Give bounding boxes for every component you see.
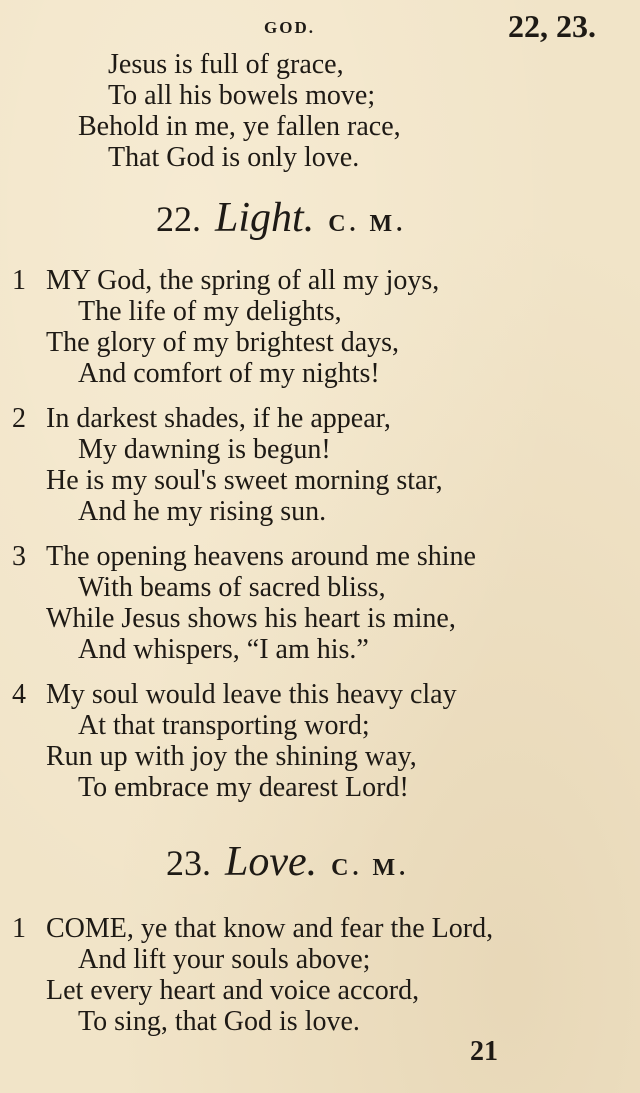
stanza-line: Behold in me, ye fallen race, xyxy=(78,111,401,142)
verse-line: And lift your souls above; xyxy=(78,944,371,975)
stanza-line: To all his bowels move; xyxy=(108,80,376,111)
verse-line: The life of my delights, xyxy=(78,296,342,327)
verse-line: At that transporting word; xyxy=(78,710,370,741)
verse-line: In darkest shades, if he appear, xyxy=(46,403,391,434)
hymn-number: 22. xyxy=(156,199,201,239)
verse-line: And he my rising sun. xyxy=(78,496,327,527)
verse-line: The glory of my brightest days, xyxy=(46,327,400,358)
hymn-name: Love. xyxy=(225,839,318,885)
verse-line: While Jesus shows his heart is mine, xyxy=(46,603,456,634)
verse-number: 1 xyxy=(12,913,26,944)
hymn-title xyxy=(166,839,410,888)
verse-line: And whispers, “I am his.” xyxy=(78,634,369,665)
stanza-line: Jesus is full of grace, xyxy=(108,49,344,80)
verse-line: To sing, that God is love. xyxy=(78,1006,360,1037)
verse-line: To embrace my dearest Lord! xyxy=(78,772,409,803)
verse-line: MY God, the spring of all my joys, xyxy=(46,265,440,296)
verse-line: COME, ye that know and fear the Lord, xyxy=(46,913,494,944)
running-head: GOD. xyxy=(264,18,315,37)
verse-line: With beams of sacred bliss, xyxy=(78,572,386,603)
hymn-meter: C. M. xyxy=(328,211,407,237)
verse-number: 2 xyxy=(12,403,26,434)
verse-number: 3 xyxy=(12,541,26,572)
verse-line: My dawning is begun! xyxy=(78,434,331,465)
verse-line: He is my soul's sweet morning star, xyxy=(46,465,443,496)
page-number: 21 xyxy=(470,1036,498,1067)
verse-line: The opening heavens around me shine xyxy=(46,541,476,572)
verse-line: Let every heart and voice accord, xyxy=(46,975,420,1006)
verse-line: My soul would leave this heavy clay xyxy=(46,679,457,710)
hymn-numbers: 22, 23. xyxy=(508,8,596,44)
hymn-number: 23. xyxy=(166,843,211,883)
stanza-line: That God is only love. xyxy=(108,142,360,173)
hymn-name: Light. xyxy=(215,195,315,241)
hymn-title xyxy=(156,195,407,244)
verse-line: Run up with joy the shining way, xyxy=(46,741,417,772)
verse-number: 4 xyxy=(12,679,26,710)
verse-number: 1 xyxy=(12,265,26,296)
verse-line: And comfort of my nights! xyxy=(78,358,380,389)
hymn-meter: C. M. xyxy=(331,855,410,881)
